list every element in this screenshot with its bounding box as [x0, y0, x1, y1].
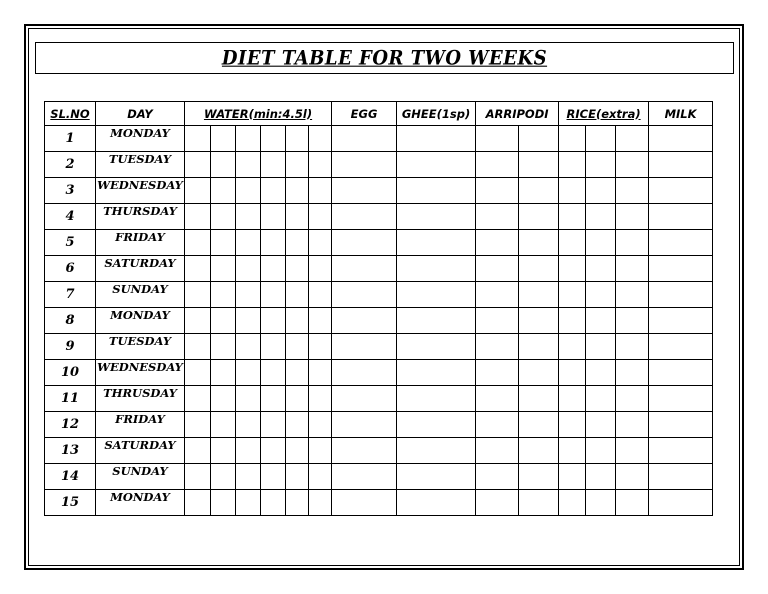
sl-no-cell: 13: [45, 438, 96, 464]
rice-cell-1: [559, 386, 586, 412]
arripodi-cell-2: [519, 360, 559, 386]
water-cell-2: [211, 126, 236, 152]
page-title: DIET TABLE FOR TWO WEEKS: [221, 46, 548, 70]
arripodi-cell-2: [519, 126, 559, 152]
header-rice: RICE(extra): [559, 102, 649, 126]
header-milk: MILK: [649, 102, 713, 126]
arripodi-cell-1: [476, 256, 519, 282]
rice-cell-3: [616, 334, 649, 360]
table-row: [45, 464, 713, 490]
day-cell: MONDAY: [96, 308, 185, 334]
sl-no-cell: 10: [45, 360, 96, 386]
water-cell-1: [185, 308, 211, 334]
water-cell-2: [211, 178, 236, 204]
arripodi-cell-2: [519, 334, 559, 360]
egg-cell: [332, 490, 397, 516]
rice-cell-1: [559, 256, 586, 282]
rice-cell-2: [586, 360, 616, 386]
header-sl-no: SL.NO: [45, 102, 96, 126]
arripodi-cell-1: [476, 438, 519, 464]
water-cell-2: [211, 438, 236, 464]
day-cell: SATURDAY: [96, 256, 185, 282]
ghee-cell: [397, 464, 476, 490]
arripodi-cell-2: [519, 464, 559, 490]
water-cell-3: [236, 412, 261, 438]
table-row: [45, 412, 713, 438]
water-cell-5: [286, 282, 309, 308]
rice-cell-3: [616, 438, 649, 464]
water-cell-4: [261, 360, 286, 386]
ghee-cell: [397, 282, 476, 308]
water-cell-2: [211, 204, 236, 230]
arripodi-cell-2: [519, 230, 559, 256]
milk-cell: [649, 386, 713, 412]
milk-cell: [649, 256, 713, 282]
water-cell-6: [309, 308, 332, 334]
water-cell-5: [286, 334, 309, 360]
title-box: [35, 42, 734, 74]
arripodi-cell-1: [476, 334, 519, 360]
day-cell: SUNDAY: [96, 464, 185, 490]
rice-cell-3: [616, 230, 649, 256]
milk-cell: [649, 412, 713, 438]
ghee-cell: [397, 152, 476, 178]
water-cell-4: [261, 438, 286, 464]
day-cell: TUESDAY: [96, 152, 185, 178]
rice-cell-3: [616, 126, 649, 152]
ghee-cell: [397, 438, 476, 464]
water-cell-4: [261, 230, 286, 256]
water-cell-4: [261, 308, 286, 334]
arripodi-cell-1: [476, 490, 519, 516]
milk-cell: [649, 464, 713, 490]
water-cell-2: [211, 490, 236, 516]
water-cell-1: [185, 438, 211, 464]
egg-cell: [332, 282, 397, 308]
rice-cell-1: [559, 412, 586, 438]
arripodi-cell-1: [476, 386, 519, 412]
rice-cell-3: [616, 178, 649, 204]
sl-no-cell: 15: [45, 490, 96, 516]
arripodi-cell-1: [476, 282, 519, 308]
sl-no-cell: 9: [45, 334, 96, 360]
sl-no-cell: 5: [45, 230, 96, 256]
water-cell-2: [211, 464, 236, 490]
water-cell-2: [211, 334, 236, 360]
water-cell-4: [261, 126, 286, 152]
water-cell-4: [261, 282, 286, 308]
rice-cell-2: [586, 490, 616, 516]
ghee-cell: [397, 126, 476, 152]
rice-cell-2: [586, 334, 616, 360]
water-cell-4: [261, 152, 286, 178]
sl-no-cell: 1: [45, 126, 96, 152]
rice-cell-1: [559, 308, 586, 334]
rice-cell-2: [586, 412, 616, 438]
water-cell-1: [185, 360, 211, 386]
diet-table-body: [45, 126, 713, 516]
header-arripodi: ARRIPODI: [476, 102, 559, 126]
milk-cell: [649, 360, 713, 386]
water-cell-1: [185, 490, 211, 516]
arripodi-cell-2: [519, 490, 559, 516]
milk-cell: [649, 152, 713, 178]
egg-cell: [332, 412, 397, 438]
water-cell-6: [309, 464, 332, 490]
water-cell-5: [286, 256, 309, 282]
rice-cell-3: [616, 360, 649, 386]
egg-cell: [332, 256, 397, 282]
water-cell-3: [236, 334, 261, 360]
sl-no-cell: 4: [45, 204, 96, 230]
sl-no-cell: 7: [45, 282, 96, 308]
water-cell-3: [236, 178, 261, 204]
rice-cell-1: [559, 334, 586, 360]
milk-cell: [649, 334, 713, 360]
ghee-cell: [397, 490, 476, 516]
milk-cell: [649, 126, 713, 152]
water-cell-4: [261, 464, 286, 490]
water-cell-6: [309, 438, 332, 464]
arripodi-cell-2: [519, 152, 559, 178]
arripodi-cell-1: [476, 412, 519, 438]
rice-cell-3: [616, 386, 649, 412]
water-cell-4: [261, 178, 286, 204]
milk-cell: [649, 282, 713, 308]
day-cell: WEDNESDAY: [96, 178, 185, 204]
table-row: [45, 334, 713, 360]
water-cell-5: [286, 360, 309, 386]
water-cell-6: [309, 204, 332, 230]
sl-no-cell: 2: [45, 152, 96, 178]
water-cell-3: [236, 386, 261, 412]
arripodi-cell-1: [476, 360, 519, 386]
rice-cell-3: [616, 412, 649, 438]
ghee-cell: [397, 256, 476, 282]
water-cell-5: [286, 204, 309, 230]
rice-cell-1: [559, 360, 586, 386]
rice-cell-1: [559, 464, 586, 490]
table-row: [45, 204, 713, 230]
water-cell-4: [261, 256, 286, 282]
water-cell-6: [309, 360, 332, 386]
arripodi-cell-1: [476, 464, 519, 490]
egg-cell: [332, 438, 397, 464]
rice-cell-2: [586, 308, 616, 334]
table-row: [45, 308, 713, 334]
rice-cell-2: [586, 464, 616, 490]
rice-cell-2: [586, 256, 616, 282]
rice-cell-1: [559, 438, 586, 464]
water-cell-5: [286, 412, 309, 438]
rice-cell-2: [586, 178, 616, 204]
table-row: [45, 152, 713, 178]
water-cell-4: [261, 334, 286, 360]
rice-cell-3: [616, 282, 649, 308]
water-cell-5: [286, 152, 309, 178]
water-cell-1: [185, 178, 211, 204]
rice-cell-1: [559, 490, 586, 516]
table-row: [45, 230, 713, 256]
water-cell-4: [261, 412, 286, 438]
arripodi-cell-1: [476, 126, 519, 152]
water-cell-4: [261, 490, 286, 516]
egg-cell: [332, 360, 397, 386]
egg-cell: [332, 204, 397, 230]
water-cell-4: [261, 386, 286, 412]
water-cell-1: [185, 334, 211, 360]
arripodi-cell-1: [476, 178, 519, 204]
ghee-cell: [397, 360, 476, 386]
water-cell-2: [211, 152, 236, 178]
egg-cell: [332, 386, 397, 412]
header-egg: EGG: [332, 102, 397, 126]
water-cell-2: [211, 230, 236, 256]
water-cell-6: [309, 126, 332, 152]
water-cell-1: [185, 204, 211, 230]
rice-cell-2: [586, 204, 616, 230]
sl-no-cell: 12: [45, 412, 96, 438]
rice-cell-2: [586, 230, 616, 256]
egg-cell: [332, 308, 397, 334]
sl-no-cell: 8: [45, 308, 96, 334]
table-row: [45, 490, 713, 516]
water-cell-3: [236, 490, 261, 516]
rice-cell-1: [559, 126, 586, 152]
water-cell-4: [261, 204, 286, 230]
arripodi-cell-2: [519, 412, 559, 438]
day-cell: SATURDAY: [96, 438, 185, 464]
diet-table: [44, 101, 713, 516]
rice-cell-3: [616, 256, 649, 282]
water-cell-6: [309, 256, 332, 282]
water-cell-6: [309, 178, 332, 204]
table-row: [45, 360, 713, 386]
rice-cell-3: [616, 464, 649, 490]
water-cell-5: [286, 490, 309, 516]
water-cell-5: [286, 386, 309, 412]
rice-cell-2: [586, 386, 616, 412]
water-cell-3: [236, 256, 261, 282]
water-cell-5: [286, 230, 309, 256]
water-cell-6: [309, 152, 332, 178]
arripodi-cell-1: [476, 230, 519, 256]
water-cell-5: [286, 126, 309, 152]
ghee-cell: [397, 178, 476, 204]
water-cell-3: [236, 152, 261, 178]
milk-cell: [649, 308, 713, 334]
water-cell-6: [309, 412, 332, 438]
water-cell-1: [185, 256, 211, 282]
water-cell-1: [185, 386, 211, 412]
ghee-cell: [397, 230, 476, 256]
water-cell-2: [211, 282, 236, 308]
water-cell-1: [185, 282, 211, 308]
egg-cell: [332, 152, 397, 178]
table-row: [45, 438, 713, 464]
header-water: WATER(min:4.5l): [185, 102, 332, 126]
rice-cell-2: [586, 126, 616, 152]
water-cell-5: [286, 178, 309, 204]
water-cell-6: [309, 490, 332, 516]
egg-cell: [332, 464, 397, 490]
arripodi-cell-2: [519, 204, 559, 230]
arripodi-cell-2: [519, 308, 559, 334]
day-cell: TUESDAY: [96, 334, 185, 360]
rice-cell-2: [586, 282, 616, 308]
sl-no-cell: 6: [45, 256, 96, 282]
day-cell: MONDAY: [96, 126, 185, 152]
table-row: [45, 126, 713, 152]
rice-cell-2: [586, 152, 616, 178]
water-cell-1: [185, 412, 211, 438]
header-ghee: GHEE(1sp): [397, 102, 476, 126]
water-cell-1: [185, 126, 211, 152]
water-cell-6: [309, 386, 332, 412]
table-row: [45, 178, 713, 204]
rice-cell-3: [616, 152, 649, 178]
rice-cell-1: [559, 178, 586, 204]
water-cell-2: [211, 360, 236, 386]
water-cell-5: [286, 464, 309, 490]
milk-cell: [649, 438, 713, 464]
egg-cell: [332, 334, 397, 360]
rice-cell-1: [559, 230, 586, 256]
arripodi-cell-2: [519, 282, 559, 308]
water-cell-3: [236, 464, 261, 490]
milk-cell: [649, 178, 713, 204]
water-cell-6: [309, 282, 332, 308]
rice-cell-1: [559, 282, 586, 308]
water-cell-3: [236, 126, 261, 152]
water-cell-1: [185, 152, 211, 178]
day-cell: SUNDAY: [96, 282, 185, 308]
rice-cell-1: [559, 152, 586, 178]
water-cell-3: [236, 438, 261, 464]
rice-cell-1: [559, 204, 586, 230]
water-cell-3: [236, 204, 261, 230]
arripodi-cell-1: [476, 204, 519, 230]
table-row: [45, 256, 713, 282]
water-cell-3: [236, 230, 261, 256]
sl-no-cell: 14: [45, 464, 96, 490]
day-cell: THRUSDAY: [96, 386, 185, 412]
arripodi-cell-2: [519, 438, 559, 464]
day-cell: FRIDAY: [96, 412, 185, 438]
water-cell-2: [211, 386, 236, 412]
rice-cell-2: [586, 438, 616, 464]
milk-cell: [649, 230, 713, 256]
egg-cell: [332, 178, 397, 204]
milk-cell: [649, 490, 713, 516]
arripodi-cell-1: [476, 152, 519, 178]
arripodi-cell-1: [476, 308, 519, 334]
arripodi-cell-2: [519, 386, 559, 412]
water-cell-5: [286, 438, 309, 464]
ghee-cell: [397, 308, 476, 334]
rice-cell-3: [616, 308, 649, 334]
water-cell-2: [211, 308, 236, 334]
egg-cell: [332, 126, 397, 152]
water-cell-3: [236, 282, 261, 308]
milk-cell: [649, 204, 713, 230]
water-cell-2: [211, 256, 236, 282]
egg-cell: [332, 230, 397, 256]
day-cell: THURSDAY: [96, 204, 185, 230]
sl-no-cell: 11: [45, 386, 96, 412]
water-cell-5: [286, 308, 309, 334]
header-day: DAY: [96, 102, 185, 126]
water-cell-6: [309, 230, 332, 256]
water-cell-2: [211, 412, 236, 438]
ghee-cell: [397, 204, 476, 230]
water-cell-1: [185, 464, 211, 490]
rice-cell-3: [616, 204, 649, 230]
day-cell: WEDNESDAY: [96, 360, 185, 386]
water-cell-3: [236, 360, 261, 386]
ghee-cell: [397, 334, 476, 360]
day-cell: FRIDAY: [96, 230, 185, 256]
arripodi-cell-2: [519, 178, 559, 204]
day-cell: MONDAY: [96, 490, 185, 516]
header-row: [45, 102, 713, 126]
ghee-cell: [397, 386, 476, 412]
sl-no-cell: 3: [45, 178, 96, 204]
table-row: [45, 282, 713, 308]
arripodi-cell-2: [519, 256, 559, 282]
water-cell-3: [236, 308, 261, 334]
water-cell-6: [309, 334, 332, 360]
rice-cell-3: [616, 490, 649, 516]
ghee-cell: [397, 412, 476, 438]
water-cell-1: [185, 230, 211, 256]
table-row: [45, 386, 713, 412]
